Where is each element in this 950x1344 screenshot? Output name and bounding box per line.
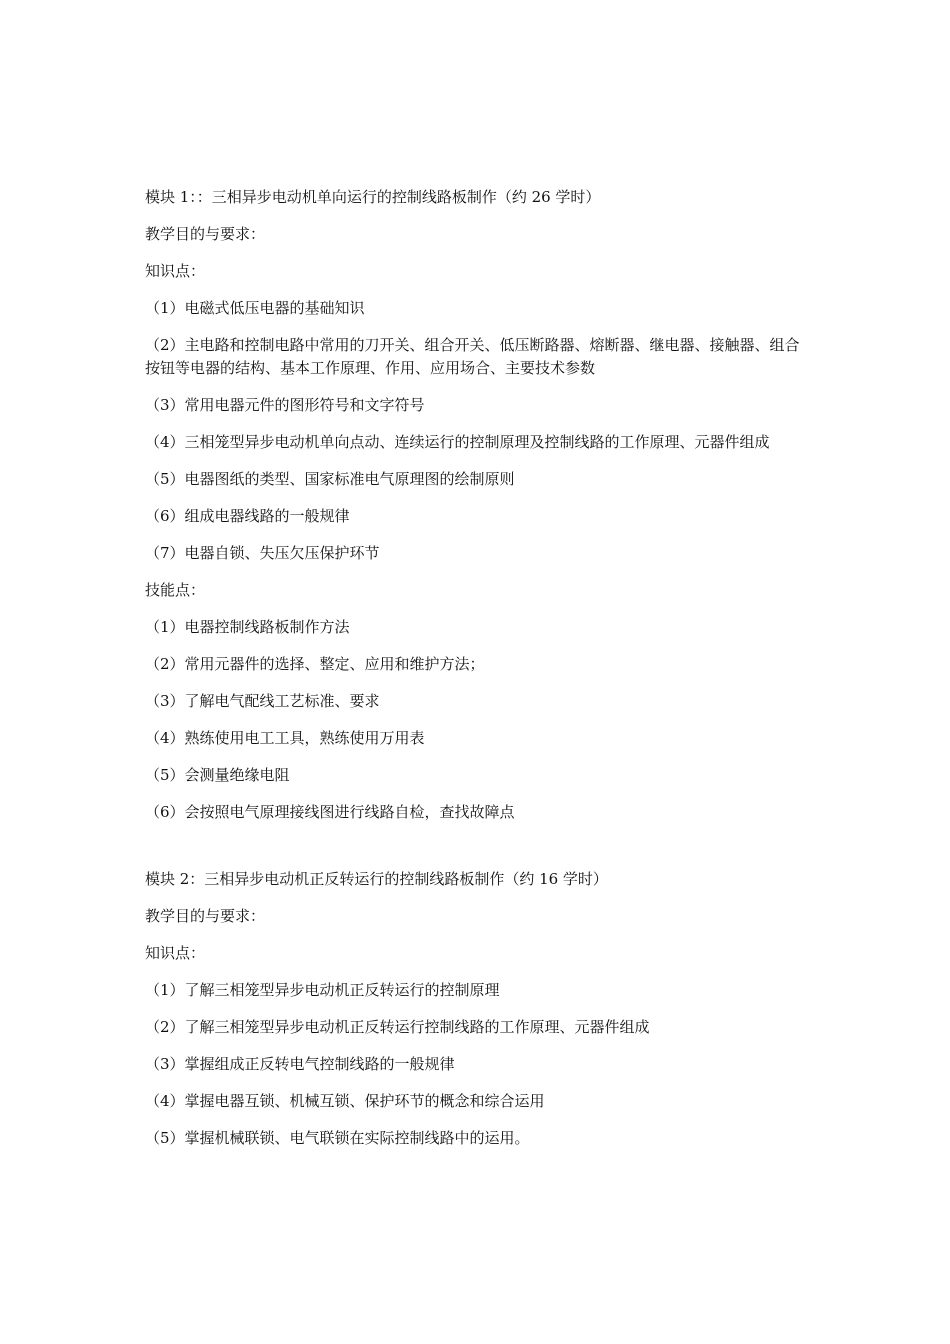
- knowledge-item: （1）电磁式低压电器的基础知识: [145, 299, 365, 317]
- module-2: [145, 868, 813, 1150]
- document-body: [145, 186, 813, 1164]
- module-spacer: [145, 838, 813, 868]
- skill-item: （5）会测量绝缘电阻: [145, 766, 290, 784]
- knowledge-label: 知识点：: [145, 944, 206, 962]
- objectives-label: 教学目的与要求：: [145, 907, 266, 925]
- knowledge-item: （2）主电路和控制电路中常用的刀开关、组合开关、低压断路器、熔断器、继电器、接触器、组合按钮等电器的结构、基本工作原理、作用、应用场合、主要技术参数: [145, 336, 800, 377]
- module-title: 模块 2：三相异步电动机正反转运行的控制线路板制作（约 16 学时）: [145, 870, 608, 888]
- knowledge-item: （5）电器图纸的类型、国家标准电气原理图的绘制原则: [145, 470, 515, 488]
- skill-item: （6）会按照电气原理接线图进行线路自检，查找故障点: [145, 803, 515, 821]
- module-1: [145, 186, 813, 824]
- skill-item: （1）电器控制线路板制作方法: [145, 618, 350, 636]
- objectives-label: 教学目的与要求：: [145, 225, 266, 243]
- knowledge-item: （3）掌握组成正反转电气控制线路的一般规律: [145, 1055, 455, 1073]
- knowledge-item: （4）掌握电器互锁、机械互锁、保护环节的概念和综合运用: [145, 1092, 545, 1110]
- module-title: 模块 1：：三相异步电动机单向运行的控制线路板制作（约 26 学时）: [145, 188, 601, 206]
- skills-label: 技能点：: [145, 581, 206, 599]
- knowledge-label: 知识点：: [145, 262, 206, 280]
- knowledge-item: （1）了解三相笼型异步电动机正反转运行的控制原理: [145, 981, 500, 999]
- knowledge-item: （5）掌握机械联锁、电气联锁在实际控制线路中的运用。: [145, 1129, 530, 1147]
- knowledge-item: （7）电器自锁、失压欠压保护环节: [145, 544, 380, 562]
- knowledge-item: （6）组成电器线路的一般规律: [145, 507, 350, 525]
- knowledge-item: （3）常用电器元件的图形符号和文字符号: [145, 396, 425, 414]
- skill-item: （2）常用元器件的选择、整定、应用和维护方法；: [145, 655, 485, 673]
- skill-item: （3）了解电气配线工艺标准、要求: [145, 692, 380, 710]
- skill-item: （4）熟练使用电工工具，熟练使用万用表: [145, 729, 425, 747]
- knowledge-item: （4）三相笼型异步电动机单向点动、连续运行的控制原理及控制线路的工作原理、元器件组成: [145, 433, 770, 451]
- knowledge-item: （2）了解三相笼型异步电动机正反转运行控制线路的工作原理、元器件组成: [145, 1018, 650, 1036]
